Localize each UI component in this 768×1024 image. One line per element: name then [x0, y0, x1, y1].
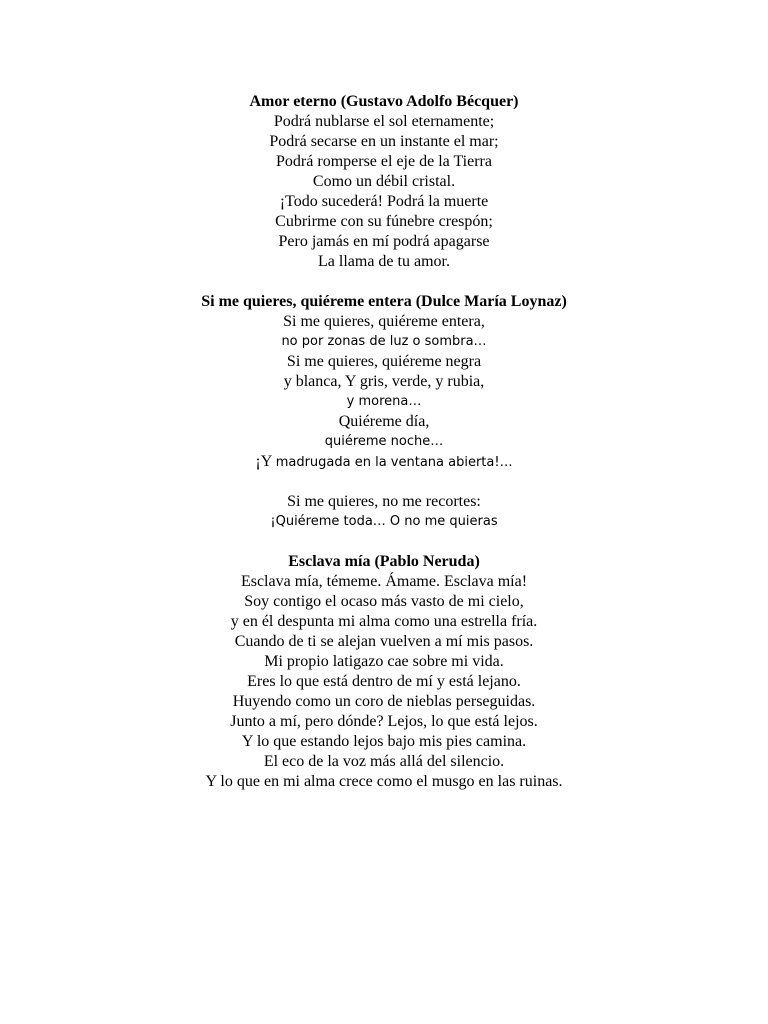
poem-line: Podrá secarse en un instante el mar;: [269, 133, 499, 150]
poem-line: Cuando de ti se alejan vuelven a mí mis pasos.: [234, 633, 534, 650]
poem-line: [0, 452, 768, 473]
poem-title: Si me quieres, quiéreme entera (Dulce María Loynaz): [201, 293, 567, 310]
poem-line-part: madrugada en la ventana abierta!…: [275, 455, 513, 470]
poem-line: Eres lo que está dentro de mí y está lejano.: [247, 673, 521, 690]
poem-line: Como un débil cristal.: [312, 173, 456, 190]
poem-line: La llama de tu amor.: [318, 253, 450, 270]
poem-line: Si me quieres, no me recortes:: [287, 493, 481, 510]
poem-line: El eco de la voz más allá del silencio.: [263, 753, 505, 770]
poem-line: y en él despunta mi alma como una estrella fría.: [230, 613, 538, 630]
poem-line: Quiéreme día,: [338, 413, 430, 430]
poem-line: quiéreme noche…: [324, 434, 444, 449]
poem-line: Pero jamás en mí podrá apagarse: [278, 233, 490, 250]
poem-line: Junto a mí, pero dónde? Lejos, lo que está lejos.: [230, 713, 538, 730]
poem-title: Amor eterno (Gustavo Adolfo Bécquer): [249, 93, 519, 110]
poem-line: Podrá romperse el eje de la Tierra: [276, 153, 492, 170]
poem-line: Esclava mía, témeme. Ámame. Esclava mía!: [240, 573, 528, 590]
poem-line: y morena…: [346, 394, 422, 409]
poem-line: Y lo que estando lejos bajo mis pies camina.: [241, 733, 527, 750]
poem-line: Huyendo como un coro de nieblas perseguidas.: [232, 693, 536, 710]
poem-line: no por zonas de luz o sombra…: [281, 334, 487, 349]
poem-title: Esclava mía (Pablo Neruda): [288, 553, 480, 570]
poem-line: Cubrirme con su fúnebre crespón;: [275, 213, 493, 230]
poem-line-part: ¡Y: [255, 453, 276, 470]
poem-line: Podrá nublarse el sol eternamente;: [273, 113, 495, 130]
poem-line: Si me quieres, quiéreme negra: [286, 353, 482, 370]
poem-line: ¡Todo sucederá! Podrá la muerte: [279, 193, 489, 210]
poem-line: Soy contigo el ocaso más vasto de mi cielo,: [244, 593, 524, 610]
poem-line: y blanca, Y gris, verde, y rubia,: [283, 373, 485, 390]
poem-line: Si me quieres, quiéreme entera,: [283, 313, 485, 330]
poem-line: Mi propio latigazo cae sobre mi vida.: [264, 653, 504, 670]
poem-line: ¡Quiéreme toda… O no me quieras: [270, 514, 498, 529]
poem-line: Y lo que en mi alma crece como el musgo en las ruinas.: [205, 773, 563, 790]
